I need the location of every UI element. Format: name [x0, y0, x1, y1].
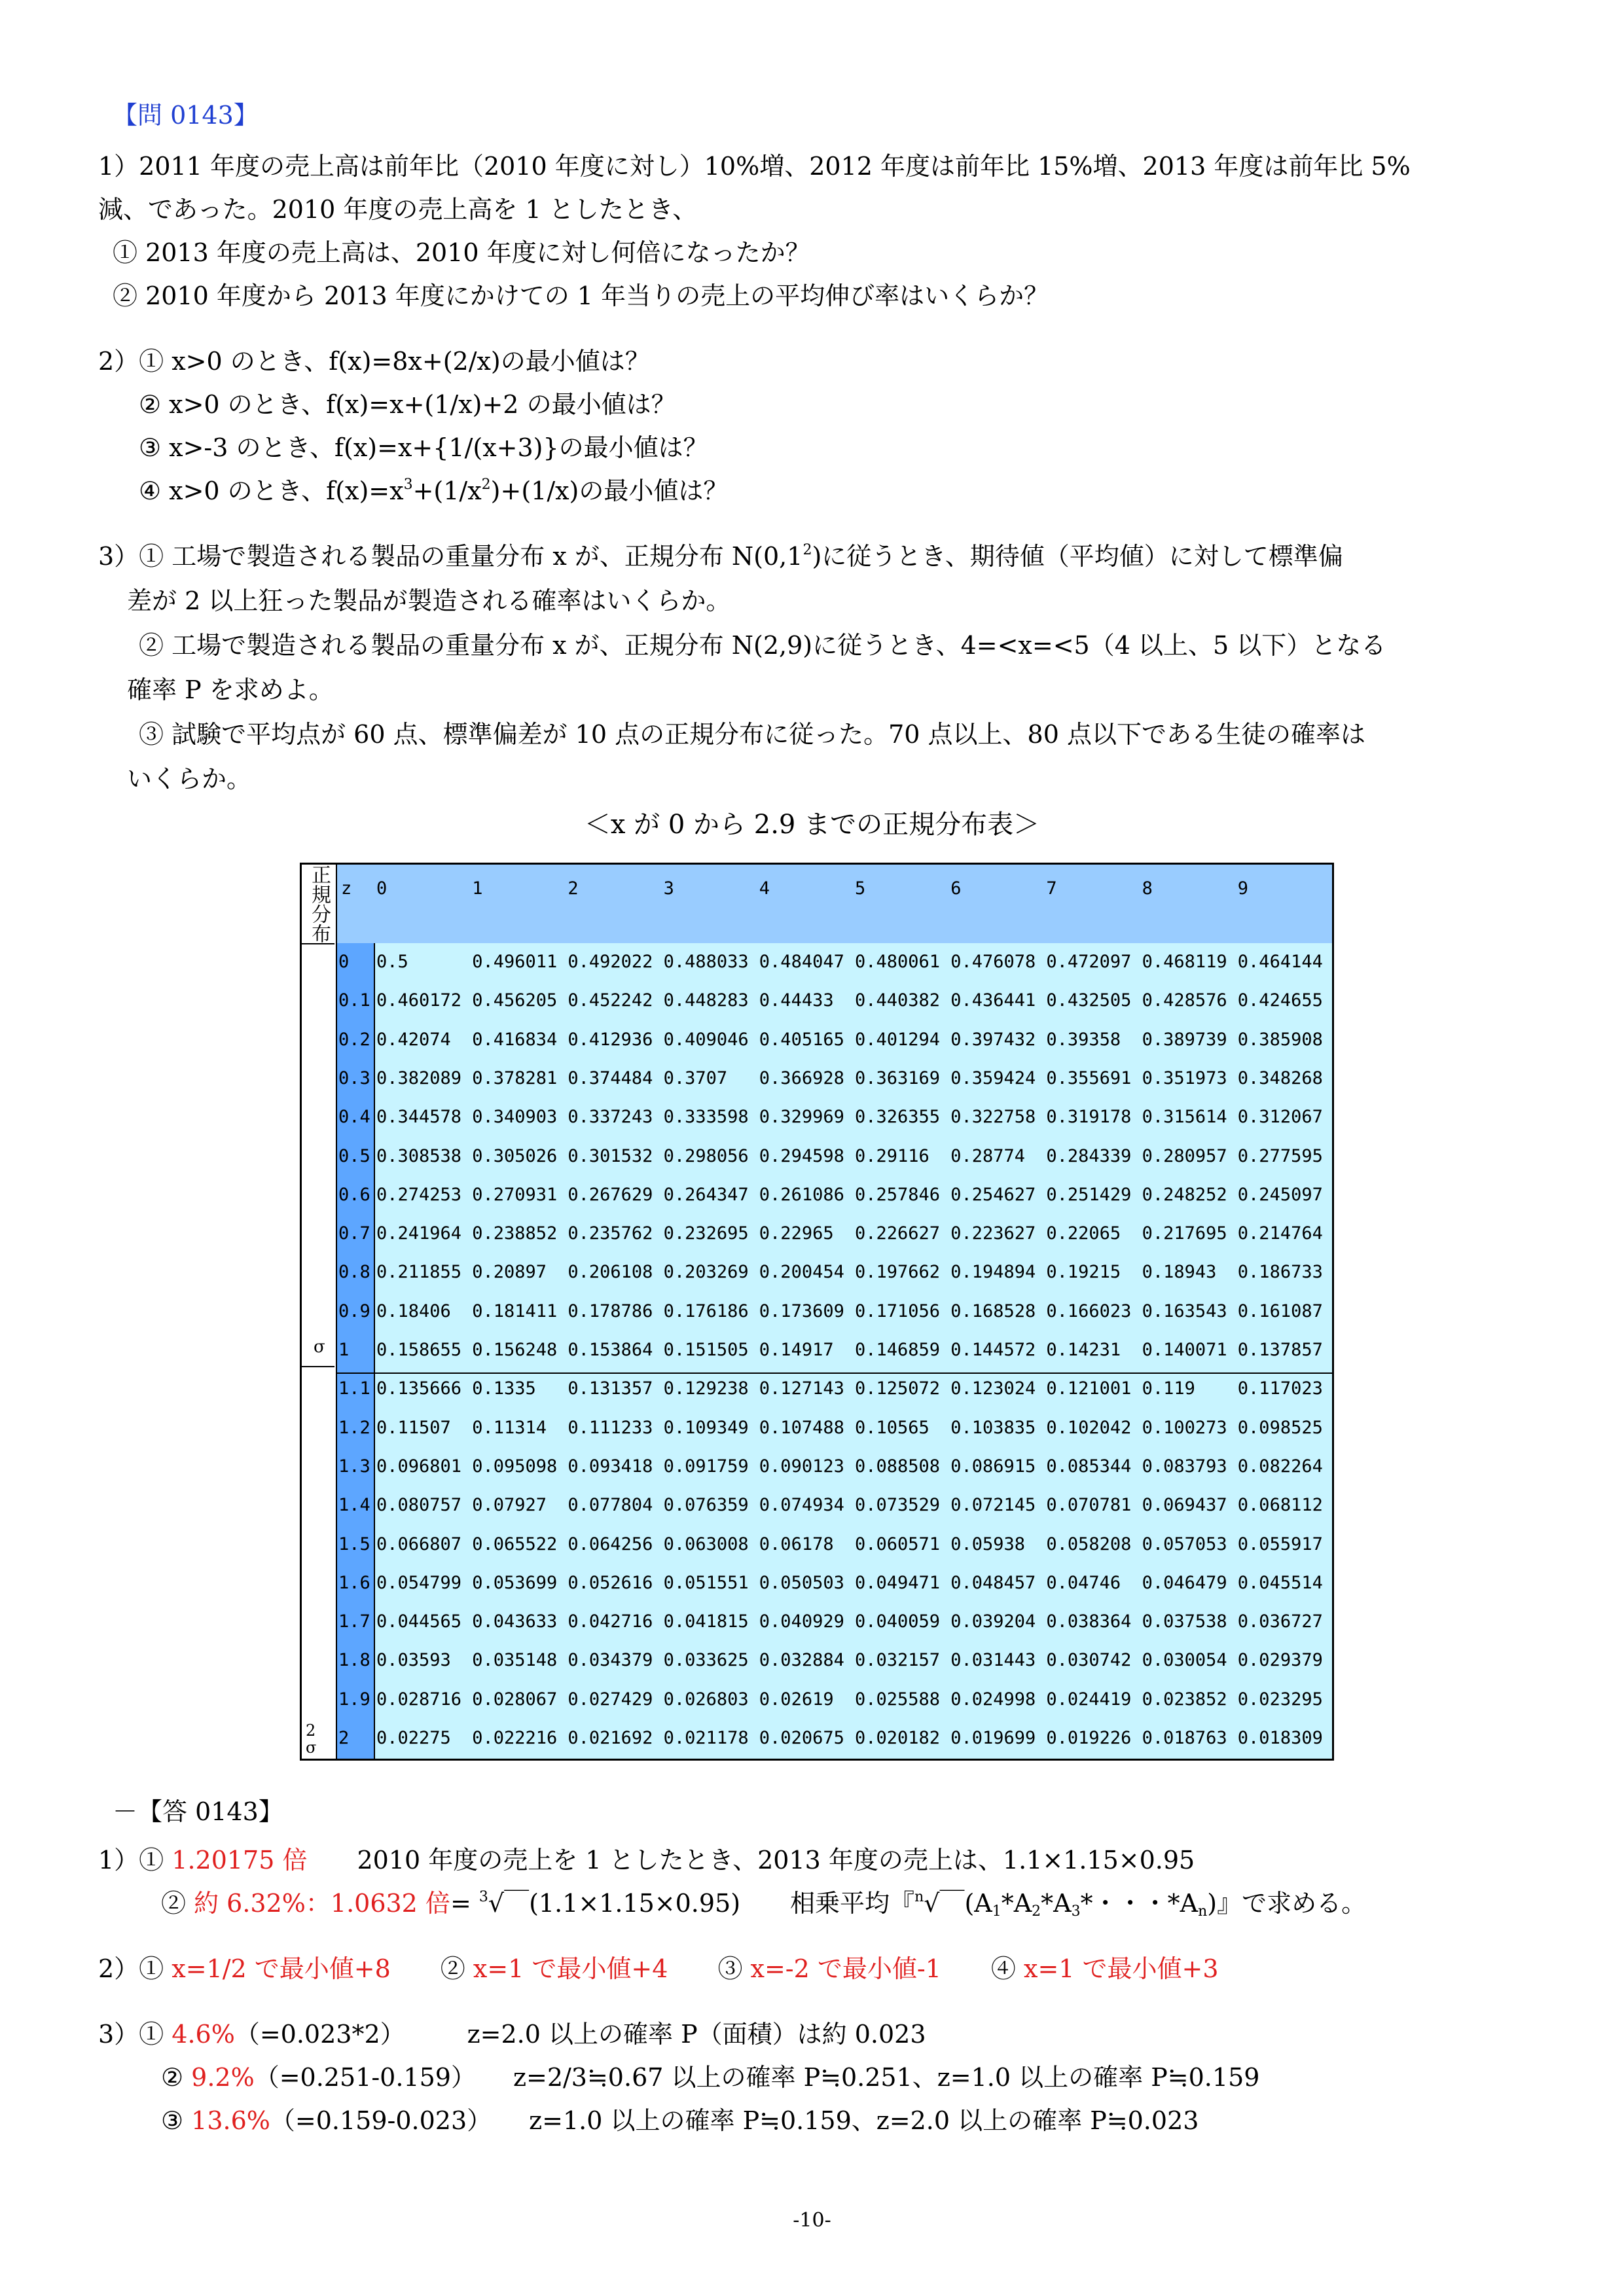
table-cell: 0.312067 [1237, 1107, 1323, 1128]
column-header: 6 [950, 878, 962, 899]
table-cell: 0.432505 [1046, 990, 1132, 1011]
table-cell: 0.033625 [663, 1650, 749, 1671]
table-cell: 0.054799 [376, 1572, 462, 1593]
table-cell: 0.351973 [1142, 1067, 1227, 1088]
table-cell: 0.030054 [1142, 1650, 1227, 1671]
table-cell: 0.021178 [663, 1728, 749, 1748]
table-cell: 0.223627 [950, 1223, 1036, 1244]
table-cell: 0.040929 [759, 1611, 844, 1632]
q3-item3-line2: いくらか。 [127, 764, 252, 793]
table-cell: 0.214764 [1237, 1223, 1323, 1244]
table-cell: 0.319178 [1046, 1107, 1132, 1128]
table-cell: 0.464144 [1237, 952, 1323, 972]
table-cell: 0.028067 [472, 1689, 558, 1710]
z-value: 1.8 [338, 1650, 370, 1671]
table-cell: 0.117023 [1237, 1378, 1323, 1399]
table-cell: 0.151505 [663, 1340, 749, 1360]
table-cell: 0.064256 [568, 1534, 653, 1554]
table-cell: 0.074934 [759, 1495, 844, 1516]
q1-item2: ② 2010 年度から 2013 年度にかけての 1 年当りの売上の平均伸び率はいくらか？ [113, 281, 1049, 310]
table-cell: 0.322758 [950, 1107, 1036, 1128]
table-cell: 0.248252 [1142, 1184, 1227, 1205]
table-cell: 0.173609 [759, 1300, 844, 1321]
table-cell: 0.251429 [1046, 1184, 1132, 1205]
table-cell: 0.158655 [376, 1340, 462, 1360]
table-cell: 0.11314 [472, 1417, 547, 1438]
table-cell: 0.068112 [1237, 1495, 1323, 1516]
table-cell: 0.200454 [759, 1262, 844, 1283]
table-cell: 0.03593 [376, 1650, 451, 1671]
table-cell: 0.496011 [472, 952, 558, 972]
table-cell: 0.42074 [376, 1029, 451, 1050]
table-cell: 0.163543 [1142, 1300, 1227, 1321]
table-cell: 0.025588 [855, 1689, 941, 1710]
table-cell: 0.024419 [1046, 1689, 1132, 1710]
table-cell: 0.476078 [950, 952, 1036, 972]
table-cell: 0.022216 [472, 1728, 558, 1748]
table-cell: 0.337243 [568, 1107, 653, 1128]
table-cell: 0.109349 [663, 1417, 749, 1438]
q2-item2: ② x>0 のとき、f(x)=x+(1/x)+2 の最小値は？ [139, 390, 676, 419]
answer3-item1: 3）① 4.6%（=0.023*2） z=2.0 以上の確率 P（面積）は約 0.023 [98, 2020, 926, 2049]
table-cell: 0.053699 [472, 1572, 558, 1593]
z-value: 0.9 [338, 1300, 370, 1321]
table-cell: 0.456205 [472, 990, 558, 1011]
table-cell: 0.119 [1142, 1378, 1195, 1399]
table-cell: 0.153864 [568, 1340, 653, 1360]
table-cell: 0.241964 [376, 1223, 462, 1244]
table-cell: 0.274253 [376, 1184, 462, 1205]
z-value: 0.1 [338, 990, 370, 1011]
table-cell: 0.194894 [950, 1262, 1036, 1283]
table-cell: 0.340903 [472, 1107, 558, 1128]
table-cell: 0.135666 [376, 1378, 462, 1399]
z-value: 0.5 [338, 1145, 370, 1166]
table-cell: 0.366928 [759, 1067, 844, 1088]
table-cell: 0.029379 [1237, 1650, 1323, 1671]
table-cell: 0.073529 [855, 1495, 941, 1516]
table-cell: 0.267629 [568, 1184, 653, 1205]
table-cell: 0.277595 [1237, 1145, 1323, 1166]
table-cell: 0.412936 [568, 1029, 653, 1050]
table-header-row [336, 865, 1332, 944]
table-cell: 0.019699 [950, 1728, 1036, 1748]
z-value: 1.5 [338, 1534, 370, 1554]
table-cell: 0.063008 [663, 1534, 749, 1554]
table-cell: 0.401294 [855, 1029, 941, 1050]
table-cell: 0.44433 [759, 990, 834, 1011]
column-header: 0 [376, 878, 388, 899]
q1-line1: 1）2011 年度の売上高は前年比（2010 年度に対し）10%増、2012 年度は前年比 15%増、2013 年度は前年比 5% [98, 152, 1411, 181]
table-cell: 0.333598 [663, 1107, 749, 1128]
table-cell: 0.020675 [759, 1728, 844, 1748]
table-cell: 0.308538 [376, 1145, 462, 1166]
table-cell: 0.048457 [950, 1572, 1036, 1593]
z-value: 2 [338, 1728, 350, 1748]
table-cell: 0.359424 [950, 1067, 1036, 1088]
table-cell: 0.04746 [1046, 1572, 1121, 1593]
table-cell: 0.06178 [759, 1534, 834, 1554]
table-cell: 0.098525 [1237, 1417, 1323, 1438]
q3-item3: ③ 試験で平均点が 60 点、標準偏差が 10 点の正規分布に従った。70 点以上、80 点以下である生徒の確率は [139, 720, 1365, 749]
table-cell: 0.086915 [950, 1456, 1036, 1477]
q1-item1: ① 2013 年度の売上高は、2010 年度に対し何倍になったか？ [113, 238, 810, 267]
answer2: 2）① x=1/2 で最小値+8 ② x=1 で最小値+4 ③ x=-2 で最小値-1 ④ x=1 で最小値+3 [98, 1954, 1219, 1983]
table-cell: 0.385908 [1237, 1029, 1323, 1050]
q3-item1: 3）① 工場で製造される製品の重量分布 x が、正規分布 $N(0,1^2)$に従うとき、期待値（平均値）に対して標準偏 [98, 542, 1343, 571]
table-cell: 0.050503 [759, 1572, 844, 1593]
table-cell: 0.069437 [1142, 1495, 1227, 1516]
table-cell: 0.397432 [950, 1029, 1036, 1050]
table-cell: 0.171056 [855, 1300, 941, 1321]
table-cell: 0.389739 [1142, 1029, 1227, 1050]
table-cell: 0.270931 [472, 1184, 558, 1205]
table-cell: 0.036727 [1237, 1611, 1323, 1632]
table-cell: 0.065522 [472, 1534, 558, 1554]
answer1-item1: 1）① 1.20175 倍 2010 年度の売上を 1 としたとき、2013 年度の売上は、1.1×1.15×0.95 [98, 1846, 1195, 1874]
table-cell: 0.042716 [568, 1611, 653, 1632]
q2-item3: ③ x>-3 のとき、f(x)=x+{1/(x+3)}の最小値は？ [139, 433, 708, 462]
z-value: 1.1 [338, 1378, 370, 1399]
table-cell: 0.348268 [1237, 1067, 1323, 1088]
table-cell: 0.232695 [663, 1223, 749, 1244]
table-cell: 0.085344 [1046, 1456, 1132, 1477]
table-cell: 0.058208 [1046, 1534, 1132, 1554]
table-cell: 0.037538 [1142, 1611, 1227, 1632]
table-cell: 0.027429 [568, 1689, 653, 1710]
table-cell: 0.02619 [759, 1689, 834, 1710]
z-value: 1.6 [338, 1572, 370, 1593]
answer3-item2: ② 9.2%（=0.251-0.159） z=2/3≒0.67 以上の確率 P≒0.251、z=1.0 以上の確率 P≒0.159 [161, 2063, 1260, 2092]
table-cell: 0.038364 [1046, 1611, 1132, 1632]
table-cell: 0.018309 [1237, 1728, 1323, 1748]
z-value: 0.4 [338, 1107, 370, 1128]
table-cell: 0.096801 [376, 1456, 462, 1477]
z-value: 1.4 [338, 1495, 370, 1516]
table-cell: 0.049471 [855, 1572, 941, 1593]
table-cell: 0.11507 [376, 1417, 451, 1438]
table-cell: 0.07927 [472, 1495, 547, 1516]
table-cell: 0.18406 [376, 1300, 451, 1321]
answer-label: －【答 0143】 [113, 1797, 283, 1826]
table-cell: 0.472097 [1046, 952, 1132, 972]
q1-line2: 減、であった。2010 年度の売上高を 1 としたとき、 [98, 195, 698, 224]
table-cell: 0.057053 [1142, 1534, 1227, 1554]
table-cell: 0.060571 [855, 1534, 941, 1554]
question-label: 【問 0143】 [113, 101, 259, 130]
table-cell: 0.166023 [1046, 1300, 1132, 1321]
column-header: 2 [568, 878, 579, 899]
table-cell: 0.093418 [568, 1456, 653, 1477]
table-cell: 0.39358 [1046, 1029, 1121, 1050]
table-cell: 0.107488 [759, 1417, 844, 1438]
side-header: 正規分布 [302, 865, 334, 944]
table-cell: 0.452242 [568, 990, 653, 1011]
table-cell: 0.294598 [759, 1145, 844, 1166]
table-cell: 0.127143 [759, 1378, 844, 1399]
table-cell: 0.19215 [1046, 1262, 1121, 1283]
table-cell: 0.22065 [1046, 1223, 1121, 1244]
table-cell: 0.3707 [663, 1067, 728, 1088]
table-cell: 0.440382 [855, 990, 941, 1011]
table-cell: 0.045514 [1237, 1572, 1323, 1593]
table-cell: 0.1335 [472, 1378, 536, 1399]
table-cell: 0.043633 [472, 1611, 558, 1632]
table-cell: 0.468119 [1142, 952, 1227, 972]
table-separator [336, 1372, 1332, 1374]
table-cell: 0.206108 [568, 1262, 653, 1283]
table-cell: 0.088508 [855, 1456, 941, 1477]
z-value: 1.7 [338, 1611, 370, 1632]
table-cell: 0.077804 [568, 1495, 653, 1516]
q3-item2: ② 工場で製造される製品の重量分布 x が、正規分布 N(2,9)に従うとき、4=<x=<5（4 以上、5 以下）となる [139, 631, 1386, 660]
q3-item1-line2: 差が 2 以上狂った製品が製造される確率はいくらか。 [127, 586, 731, 615]
table-cell: 0.146859 [855, 1340, 941, 1360]
table-cell: 0.20897 [472, 1262, 547, 1283]
table-cell: 0.448283 [663, 990, 749, 1011]
table-cell: 0.024998 [950, 1689, 1036, 1710]
table-side-column [302, 865, 337, 1759]
table-cell: 0.10565 [855, 1417, 929, 1438]
table-cell: 0.326355 [855, 1107, 941, 1128]
column-header: 4 [759, 878, 770, 899]
table-cell: 0.082264 [1237, 1456, 1323, 1477]
table-cell: 0.235762 [568, 1223, 653, 1244]
table-cell: 0.409046 [663, 1029, 749, 1050]
table-cell: 0.035148 [472, 1650, 558, 1671]
normal-distribution-table [300, 863, 1334, 1761]
table-cell: 0.416834 [472, 1029, 558, 1050]
table-cell: 0.176186 [663, 1300, 749, 1321]
table-cell: 0.02275 [376, 1728, 451, 1748]
table-cell: 0.217695 [1142, 1223, 1227, 1244]
table-cell: 0.484047 [759, 952, 844, 972]
table-cell: 0.019226 [1046, 1728, 1132, 1748]
table-cell: 0.051551 [663, 1572, 749, 1593]
table-cell: 0.090123 [759, 1456, 844, 1477]
table-cell: 0.102042 [1046, 1417, 1132, 1438]
table-cell: 0.14231 [1046, 1340, 1121, 1360]
table-cell: 0.140071 [1142, 1340, 1227, 1360]
table-cell: 0.28774 [950, 1145, 1025, 1166]
table-cell: 0.032884 [759, 1650, 844, 1671]
table-cell: 0.103835 [950, 1417, 1036, 1438]
table-cell: 0.144572 [950, 1340, 1036, 1360]
answer1-item2: ② 約 6.32%：1.0632 倍= $^3$√￣(1.1×1.15×0.95) 相乗平均『$^n$√￣($A_1*A_2*A_3*$・・・$*A_n$)』で求める。 [161, 1889, 1367, 1920]
table-cell: 0.226627 [855, 1223, 941, 1244]
table-cell: 0.245097 [1237, 1184, 1323, 1205]
table-cell: 0.034379 [568, 1650, 653, 1671]
table-cell: 0.261086 [759, 1184, 844, 1205]
table-cell: 0.076359 [663, 1495, 749, 1516]
table-cell: 0.032157 [855, 1650, 941, 1671]
table-cell: 0.044565 [376, 1611, 462, 1632]
table-cell: 0.492022 [568, 952, 653, 972]
table-cell: 0.29116 [855, 1145, 929, 1166]
z-value: 0.2 [338, 1029, 370, 1050]
z-value: 0.3 [338, 1067, 370, 1088]
z-value: 0 [338, 952, 350, 972]
z-value: 0.7 [338, 1223, 370, 1244]
table-cell: 0.344578 [376, 1107, 462, 1128]
table-cell: 0.480061 [855, 952, 941, 972]
table-cell: 0.156248 [472, 1340, 558, 1360]
z-value: 1.3 [338, 1456, 370, 1477]
table-cell: 0.072145 [950, 1495, 1036, 1516]
q2-item4: ④ x>0 のとき、$f(x)=x^3+(1/x^2)+(1/x)$の最小値は？ [139, 476, 729, 505]
table-cell: 0.041815 [663, 1611, 749, 1632]
table-cell: 0.055917 [1237, 1534, 1323, 1554]
table-cell: 0.039204 [950, 1611, 1036, 1632]
table-cell: 0.488033 [663, 952, 749, 972]
column-header: 8 [1142, 878, 1153, 899]
table-cell: 0.046479 [1142, 1572, 1227, 1593]
table-cell: 0.066807 [376, 1534, 462, 1554]
table-cell: 0.095098 [472, 1456, 558, 1477]
table-cell: 0.129238 [663, 1378, 749, 1399]
column-header: 1 [472, 878, 483, 899]
column-header: 9 [1237, 878, 1249, 899]
table-cell: 0.211855 [376, 1262, 462, 1283]
z-value: 1.9 [338, 1689, 370, 1710]
table-cell: 0.020182 [855, 1728, 941, 1748]
table-cell: 0.428576 [1142, 990, 1227, 1011]
sigma-label: σ [314, 1337, 325, 1357]
table-cell: 0.080757 [376, 1495, 462, 1516]
z-value: 1 [338, 1340, 350, 1360]
table-cell: 0.100273 [1142, 1417, 1227, 1438]
table-cell: 0.254627 [950, 1184, 1036, 1205]
q2-item1: 2）① x>0 のとき、f(x)=8x+(2/x)の最小値は？ [98, 347, 650, 376]
table-cell: 0.378281 [472, 1067, 558, 1088]
table-cell: 0.284339 [1046, 1145, 1132, 1166]
table-cell: 0.405165 [759, 1029, 844, 1050]
side-divider [302, 1366, 334, 1367]
table-cell: 0.040059 [855, 1611, 941, 1632]
table-cell: 0.424655 [1237, 990, 1323, 1011]
z-value: 1.2 [338, 1417, 370, 1438]
table-cell: 0.181411 [472, 1300, 558, 1321]
page-number: -10- [793, 2209, 831, 2232]
table-cell: 0.18943 [1142, 1262, 1217, 1283]
table-cell: 0.436441 [950, 990, 1036, 1011]
table-cell: 0.460172 [376, 990, 462, 1011]
z-header: z [341, 878, 352, 899]
table-cell: 0.131357 [568, 1378, 653, 1399]
table-cell: 0.026803 [663, 1689, 749, 1710]
table-cell: 0.028716 [376, 1689, 462, 1710]
table-cell: 0.123024 [950, 1378, 1036, 1399]
two-sigma-label: 2 σ [306, 1721, 317, 1757]
table-cell: 0.083793 [1142, 1456, 1227, 1477]
table-title: ＜x が 0 から 2.9 までの正規分布表＞ [584, 810, 1040, 840]
table-cell: 0.161087 [1237, 1300, 1323, 1321]
table-cell: 0.05938 [950, 1534, 1025, 1554]
table-cell: 0.238852 [472, 1223, 558, 1244]
table-cell: 0.121001 [1046, 1378, 1132, 1399]
table-cell: 0.203269 [663, 1262, 749, 1283]
table-cell: 0.374484 [568, 1067, 653, 1088]
table-cell: 0.137857 [1237, 1340, 1323, 1360]
z-value: 0.8 [338, 1262, 370, 1283]
table-cell: 0.125072 [855, 1378, 941, 1399]
table-cell: 0.070781 [1046, 1495, 1132, 1516]
table-cell: 0.264347 [663, 1184, 749, 1205]
column-header: 3 [663, 878, 674, 899]
table-cell: 0.305026 [472, 1145, 558, 1166]
table-cell: 0.091759 [663, 1456, 749, 1477]
table-cell: 0.355691 [1046, 1067, 1132, 1088]
table-cell: 0.186733 [1237, 1262, 1323, 1283]
table-cell: 0.168528 [950, 1300, 1036, 1321]
table-cell: 0.178786 [568, 1300, 653, 1321]
table-cell: 0.031443 [950, 1650, 1036, 1671]
table-cell: 0.030742 [1046, 1650, 1132, 1671]
table-cell: 0.023852 [1142, 1689, 1227, 1710]
table-cell: 0.14917 [759, 1340, 834, 1360]
table-cell: 0.298056 [663, 1145, 749, 1166]
z-value: 0.6 [338, 1184, 370, 1205]
column-header: 7 [1046, 878, 1057, 899]
table-cell: 0.22965 [759, 1223, 834, 1244]
table-cell: 0.315614 [1142, 1107, 1227, 1128]
table-cell: 0.021692 [568, 1728, 653, 1748]
table-cell: 0.329969 [759, 1107, 844, 1128]
table-cell: 0.5 [376, 952, 408, 972]
column-header: 5 [855, 878, 866, 899]
table-cell: 0.280957 [1142, 1145, 1227, 1166]
table-cell: 0.023295 [1237, 1689, 1323, 1710]
table-cell: 0.257846 [855, 1184, 941, 1205]
table-cell: 0.382089 [376, 1067, 462, 1088]
table-cell: 0.301532 [568, 1145, 653, 1166]
answer3-item3: ③ 13.6%（=0.159-0.023） z=1.0 以上の確率 P≒0.159、z=2.0 以上の確率 P≒0.023 [161, 2106, 1199, 2135]
table-cell: 0.111233 [568, 1417, 653, 1438]
table-cell: 0.363169 [855, 1067, 941, 1088]
q3-item2-line2: 確率 P を求めよ。 [127, 675, 334, 704]
table-cell: 0.018763 [1142, 1728, 1227, 1748]
table-cell: 0.197662 [855, 1262, 941, 1283]
table-cell: 0.052616 [568, 1572, 653, 1593]
